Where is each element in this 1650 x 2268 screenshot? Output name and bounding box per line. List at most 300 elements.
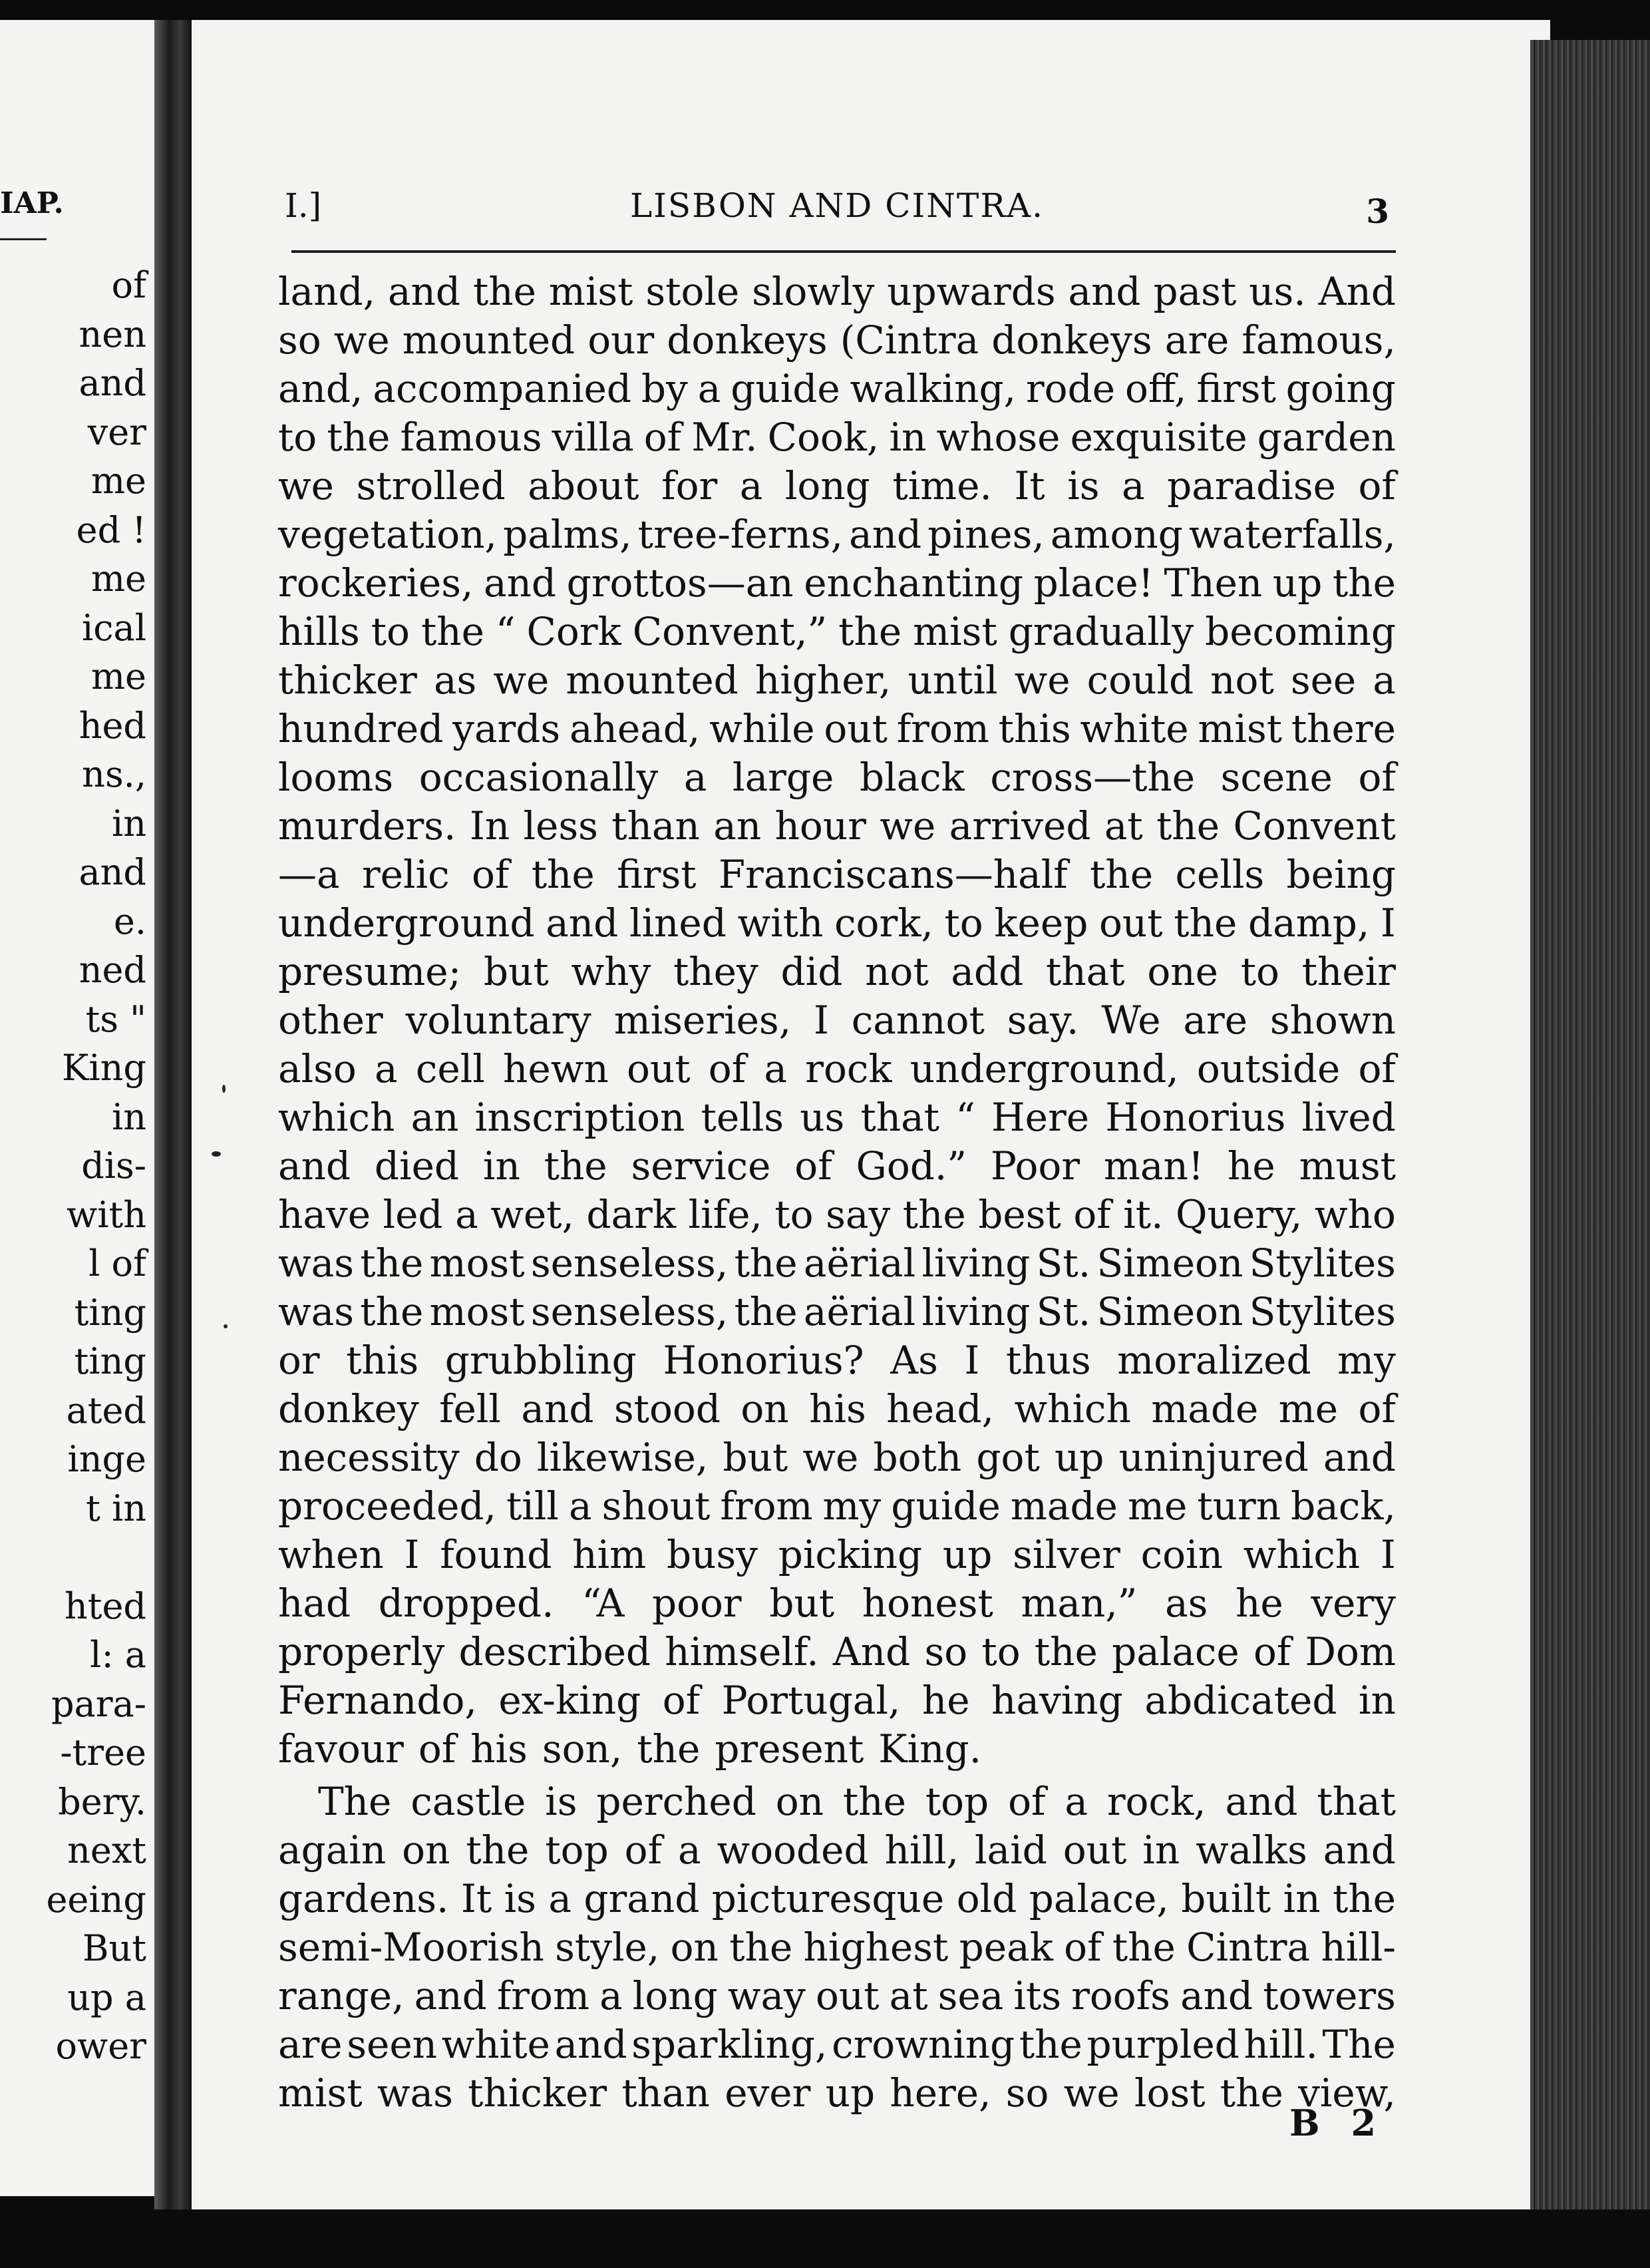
header-rule: [291, 250, 1396, 253]
word: mounted: [402, 317, 576, 363]
word: until: [908, 658, 998, 703]
word: out: [1099, 900, 1163, 946]
word: life,: [688, 1192, 762, 1237]
word: Fernando,: [278, 1678, 477, 1723]
word: Portugal,: [721, 1678, 901, 1723]
running-title: LISBON AND CINTRA.: [629, 186, 1045, 225]
word: poor: [651, 1581, 742, 1626]
previous-page-line: hted: [64, 1585, 146, 1627]
word: in: [889, 415, 927, 460]
previous-page-line: and: [79, 362, 146, 404]
word: see: [1290, 658, 1357, 703]
word: by: [641, 366, 688, 411]
chapter-reference: I.]: [285, 186, 322, 225]
word: donkey: [278, 1386, 419, 1431]
text-line: [278, 1972, 1396, 2020]
word: black: [859, 755, 965, 800]
word: for: [661, 463, 718, 508]
word: grottos—an: [566, 560, 794, 606]
word: and: [483, 560, 557, 606]
page-stack-edge: [1530, 40, 1650, 2209]
word: most: [429, 1289, 525, 1334]
text-line: [278, 1778, 1396, 1826]
word: cannot: [851, 998, 985, 1043]
word: the: [472, 269, 536, 314]
word: to: [1240, 949, 1279, 994]
word: cells: [1175, 852, 1265, 897]
word: top: [925, 1779, 989, 1824]
word: first: [1196, 366, 1276, 411]
word: aërial: [803, 1240, 916, 1286]
word: hundred: [278, 706, 444, 751]
word: properly: [278, 1629, 445, 1674]
word: walking,: [850, 366, 1017, 411]
word: a: [1373, 658, 1396, 703]
word: whose: [936, 415, 1061, 460]
word: walks: [1196, 1827, 1307, 1873]
word: died: [374, 1143, 460, 1189]
word: I: [964, 1338, 980, 1383]
word: turn: [1197, 1483, 1281, 1529]
word: It: [1014, 463, 1045, 508]
word: present: [715, 1726, 864, 1772]
previous-page-header: IAP.: [0, 186, 64, 220]
word: land,: [278, 269, 376, 314]
previous-page-line: ed !: [76, 508, 146, 551]
word: there: [1291, 706, 1396, 751]
word: hewn: [503, 1046, 609, 1091]
word: paradise: [1167, 463, 1336, 508]
book-gutter: [154, 20, 192, 2209]
word: St.: [1036, 1289, 1091, 1334]
word: guide: [891, 1483, 1001, 1529]
word: white: [1080, 706, 1189, 751]
word: Cook,: [767, 415, 880, 460]
word: most: [429, 1240, 525, 1286]
word: mist: [913, 609, 997, 654]
word: garden: [1257, 415, 1396, 460]
word: cell: [415, 1046, 485, 1091]
word: of: [1358, 463, 1396, 508]
previous-page-edge: [0, 20, 154, 2196]
word: this: [346, 1338, 419, 1383]
word: have: [278, 1192, 371, 1237]
word: man!: [1103, 1143, 1204, 1189]
word: Honorius: [1105, 1095, 1286, 1140]
word: and,: [278, 366, 363, 411]
word: found: [440, 1532, 552, 1577]
word: got: [976, 1435, 1040, 1480]
word: shout: [601, 1483, 711, 1529]
word: add: [951, 949, 1024, 994]
word: laid: [974, 1827, 1047, 1873]
text-line: [278, 1336, 1396, 1385]
word: palace,: [1029, 1876, 1169, 1921]
word: do: [474, 1435, 522, 1480]
previous-page-line: ver: [87, 411, 146, 453]
previous-page-line: ated: [66, 1389, 146, 1431]
word: on: [402, 1827, 450, 1873]
word: enchanting: [804, 560, 1024, 606]
word: St.: [1036, 1240, 1091, 1286]
word: I: [404, 1532, 420, 1577]
word: damp,: [1247, 900, 1370, 946]
word: from: [896, 706, 989, 751]
word: hills: [278, 609, 360, 654]
text-line: [278, 462, 1396, 510]
word: The: [318, 1779, 392, 1824]
word: And: [832, 1629, 911, 1674]
word: sea: [937, 1973, 1004, 2018]
word: the: [734, 1289, 798, 1334]
word: me: [1127, 1483, 1188, 1529]
text-line: [278, 1482, 1396, 1531]
previous-page-line: King: [62, 1047, 146, 1089]
word: son,: [542, 1726, 623, 1772]
word: very: [1311, 1581, 1396, 1626]
text-line: [278, 1433, 1396, 1482]
word: stole: [645, 269, 740, 314]
previous-page-line: me: [90, 558, 146, 600]
word: living: [921, 1240, 1031, 1286]
word: is: [1067, 463, 1100, 508]
word: we: [1014, 658, 1071, 703]
text-line: [278, 1093, 1396, 1142]
word: senseless,: [530, 1240, 729, 1286]
word: long: [784, 463, 870, 508]
word: he: [1236, 1581, 1283, 1626]
word: to: [944, 900, 983, 946]
page: [192, 20, 1550, 2209]
word: of: [662, 1678, 701, 1723]
word: that: [1046, 949, 1125, 994]
word: place!: [1033, 560, 1154, 606]
word: rock,: [1106, 1779, 1206, 1824]
word: and: [1225, 1779, 1298, 1824]
word: on: [670, 1925, 719, 1970]
word: underground: [278, 900, 535, 946]
word: the: [1034, 1629, 1098, 1674]
word: “: [495, 609, 516, 654]
word: purpled: [1086, 2022, 1239, 2067]
word: and: [546, 900, 619, 946]
word: senseless,: [530, 1289, 729, 1334]
signature-mark: B 2: [1289, 2102, 1386, 2144]
word: long: [632, 1973, 718, 2018]
word: waterfalls,: [1189, 512, 1396, 557]
word: moralized: [1117, 1338, 1311, 1383]
body-text: [278, 268, 1396, 2118]
word: of: [1358, 755, 1396, 800]
word: “A: [581, 1581, 625, 1626]
word: the: [902, 1192, 966, 1237]
word: having: [991, 1678, 1123, 1723]
word: the: [1174, 900, 1238, 946]
word: and: [554, 2022, 627, 2067]
word: rode: [1025, 366, 1116, 411]
previous-page-line: in: [111, 1095, 146, 1138]
word: an: [713, 803, 762, 849]
word: a: [599, 1973, 623, 2018]
word: thus: [1005, 1338, 1091, 1383]
previous-page-line: nen: [79, 313, 146, 355]
word: proceeded,: [278, 1483, 496, 1529]
word: is: [545, 1779, 578, 1824]
text-line: [278, 802, 1396, 850]
word: past: [1153, 269, 1237, 314]
word: living: [921, 1289, 1031, 1334]
text-line: [278, 2069, 1396, 2118]
word: higher,: [754, 658, 892, 703]
text-line: [278, 268, 1396, 316]
word: up: [1272, 560, 1323, 606]
word: range,: [278, 1973, 405, 2018]
text-line: [278, 1191, 1396, 1239]
word: of: [624, 1827, 663, 1873]
previous-page-line: t in: [86, 1487, 146, 1529]
word: was: [278, 1240, 354, 1286]
word: ever: [725, 2070, 811, 2116]
word: silver: [1013, 1532, 1120, 1577]
word: had: [278, 1581, 351, 1626]
word: we: [278, 463, 334, 508]
word: and: [414, 1973, 487, 2018]
word: both: [873, 1435, 962, 1480]
word: in: [482, 1143, 520, 1189]
word: We: [1101, 998, 1161, 1043]
word: time.: [892, 463, 992, 508]
word: one: [1147, 949, 1218, 994]
word: up: [825, 2070, 876, 2116]
previous-page-line: ns.,: [82, 753, 146, 795]
previous-page-line: and: [79, 851, 146, 893]
word: his: [470, 1726, 528, 1772]
word: being: [1286, 852, 1396, 897]
word: Then: [1164, 560, 1263, 606]
word: relic: [361, 852, 450, 897]
word: shown: [1269, 998, 1396, 1043]
word: him: [572, 1532, 647, 1577]
word: service: [631, 1143, 771, 1189]
word: to: [278, 415, 317, 460]
word: of: [1253, 1629, 1291, 1674]
previous-page-line: hed: [79, 704, 146, 747]
word: the: [729, 1925, 793, 1970]
word: of: [643, 415, 682, 460]
word: was: [278, 1289, 354, 1334]
word: Cintra: [1186, 1925, 1311, 1970]
word: rock: [805, 1046, 892, 1091]
word: less: [523, 803, 598, 849]
word: and: [1068, 269, 1141, 314]
text-line: [278, 996, 1396, 1045]
word: semi-Moorish: [278, 1925, 544, 1970]
word: the: [466, 1827, 530, 1873]
word: slowly: [752, 269, 875, 314]
word: old: [956, 1876, 1017, 1921]
word: As: [890, 1338, 938, 1383]
word: picking: [778, 1532, 923, 1577]
word: Stylites: [1249, 1240, 1396, 1286]
previous-page-line: ts ": [85, 998, 146, 1040]
previous-page-line: ower: [55, 2025, 146, 2067]
word: way: [727, 1973, 806, 2018]
word: not: [865, 949, 929, 994]
word: Poor: [990, 1143, 1080, 1189]
word: thicker: [278, 658, 417, 703]
word: up: [1054, 1435, 1104, 1480]
text-line: [278, 1045, 1396, 1093]
word: likewise,: [537, 1435, 709, 1480]
word: towers: [1263, 1973, 1396, 2018]
text-line: [278, 1142, 1396, 1191]
word: me: [1278, 1386, 1339, 1431]
word: Convent,”: [632, 609, 828, 654]
previous-page-line: e.: [113, 900, 146, 942]
word: Here: [991, 1095, 1090, 1140]
word: from: [720, 1483, 813, 1529]
word: a: [1065, 1779, 1088, 1824]
word: exquisite: [1070, 415, 1247, 460]
previous-page-line: ting: [74, 1291, 146, 1334]
text-line: [278, 1826, 1396, 1875]
word: of: [794, 1143, 832, 1189]
word: as: [433, 658, 477, 703]
word: so: [1005, 2070, 1049, 2116]
word: of: [418, 1726, 456, 1772]
word: Convent: [1233, 803, 1396, 849]
word: vegetation,: [278, 512, 497, 557]
word: mounted: [566, 658, 739, 703]
word: about: [528, 463, 639, 508]
word: mist: [1198, 706, 1283, 751]
word: inscription: [474, 1095, 685, 1140]
word: Honorius?: [663, 1338, 864, 1383]
word: strolled: [356, 463, 506, 508]
word: and: [278, 1143, 351, 1189]
word: rockeries,: [278, 560, 474, 606]
word: than: [611, 803, 700, 849]
word: arrived: [949, 803, 1091, 849]
word: out: [626, 1046, 691, 1091]
word: led: [383, 1192, 443, 1237]
word: but: [769, 1581, 835, 1626]
word: tells: [701, 1095, 784, 1140]
word: our: [587, 317, 655, 363]
word: that: [1317, 1779, 1396, 1824]
word: are: [1164, 317, 1230, 363]
previous-page-line: eeing: [46, 1878, 146, 1921]
word: cork,: [834, 900, 933, 946]
word: the: [838, 609, 902, 654]
previous-page-line: inge: [67, 1438, 146, 1480]
word: which: [278, 1095, 395, 1140]
previous-page-line: l: a: [90, 1634, 146, 1676]
word: ex-king: [498, 1678, 641, 1723]
previous-page-line: ical: [82, 606, 146, 649]
text-line: [278, 948, 1396, 996]
word: in: [1142, 1827, 1180, 1873]
word: made: [1010, 1483, 1118, 1529]
word: In: [469, 803, 510, 849]
word: large: [733, 755, 834, 800]
word: a: [455, 1192, 478, 1237]
text-line: [278, 559, 1396, 608]
word: keep: [994, 900, 1088, 946]
word: hour: [774, 803, 866, 849]
word: Simeon: [1096, 1240, 1243, 1286]
word: lived: [1301, 1095, 1396, 1140]
word: fell: [439, 1386, 501, 1431]
word: must: [1299, 1143, 1396, 1189]
word: off,: [1124, 366, 1187, 411]
word: are: [1183, 998, 1248, 1043]
word: becoming: [1205, 609, 1396, 654]
word: not: [1210, 658, 1274, 703]
word: honest: [862, 1581, 993, 1626]
word: wooded: [717, 1827, 869, 1873]
text-line: [278, 510, 1396, 559]
word: tree-ferns,: [637, 512, 844, 557]
word: the: [360, 1289, 424, 1334]
word: the: [1090, 852, 1154, 897]
word: seen: [347, 2022, 438, 2067]
word: the: [1156, 803, 1220, 849]
word: man,”: [1021, 1581, 1138, 1626]
word: as: [1165, 1581, 1208, 1626]
word: stood: [613, 1386, 721, 1431]
word: King.: [878, 1726, 982, 1772]
word: and: [387, 269, 461, 314]
word: and: [521, 1386, 594, 1431]
previous-page-line: me: [90, 656, 146, 697]
word: thicker: [468, 2070, 607, 2116]
text-line: [278, 899, 1396, 948]
word: was: [377, 2070, 453, 2116]
word: their: [1301, 949, 1396, 994]
word: so: [278, 317, 321, 363]
word: the: [637, 1726, 701, 1772]
word: a: [697, 366, 721, 411]
word: is: [504, 1876, 536, 1921]
word: (Cintra: [840, 317, 979, 363]
word: aërial: [803, 1289, 916, 1334]
word: palms,: [503, 512, 632, 557]
word: palace: [1112, 1629, 1239, 1674]
word: I: [1380, 900, 1396, 946]
word: looms: [278, 755, 394, 800]
word: who: [1315, 1192, 1396, 1237]
word: it.: [1123, 1192, 1164, 1237]
word: the: [1112, 1925, 1176, 1970]
word: back,: [1291, 1483, 1396, 1529]
word: we: [493, 658, 550, 703]
word: on: [741, 1386, 789, 1431]
word: “: [955, 1095, 975, 1140]
previous-page-line: -tree: [60, 1732, 146, 1774]
word: famous,: [1241, 317, 1396, 363]
text-line: [278, 2020, 1396, 2069]
word: we: [333, 317, 390, 363]
word: hill.: [1243, 2022, 1318, 2067]
word: scene: [1220, 755, 1333, 800]
word: to: [371, 609, 410, 654]
word: say.: [1007, 998, 1079, 1043]
word: the: [1019, 2022, 1082, 2067]
word: mist: [278, 2070, 363, 2116]
word: of: [708, 1046, 746, 1091]
ink-speck: [222, 1085, 226, 1093]
